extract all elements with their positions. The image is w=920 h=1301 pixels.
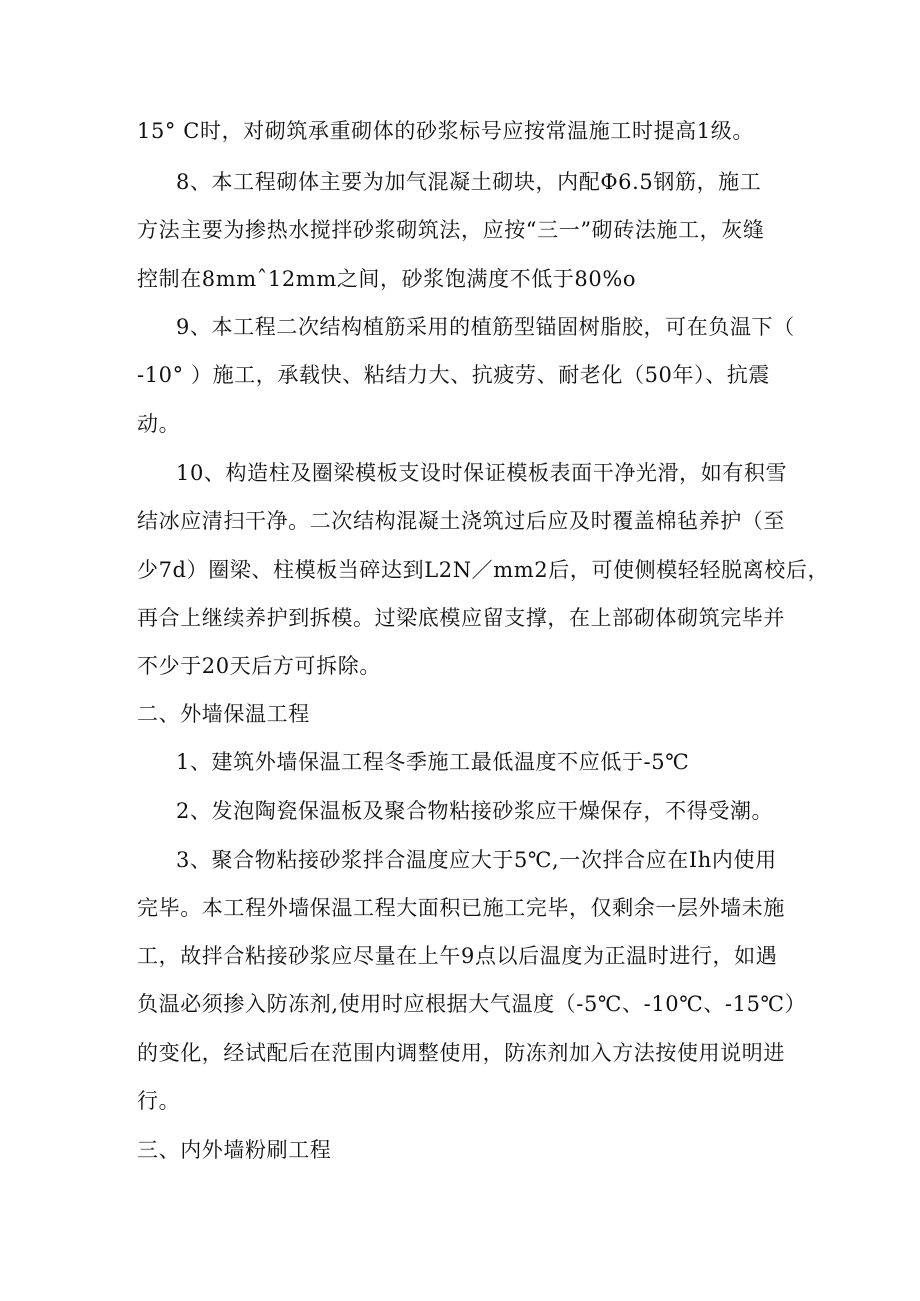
paragraph-line: 工，故拌合粘接砂浆应尽量在上午9点以后温度为正温时进行，如遇: [137, 944, 778, 968]
section-heading: 三、内外墙粉刷工程: [137, 1138, 332, 1162]
paragraph-line: 完毕。本工程外墙保温工程大面积已施工完毕，仅剩余一层外墙未施: [137, 896, 785, 920]
paragraph-line: 不少于20天后方可拆除。: [137, 654, 381, 678]
paragraph-line: 的变化，经试配后在范围内调整使用，防冻剂加入方法按使用说明进: [137, 1041, 785, 1065]
paragraph-line: 1、建筑外墙保温工程冬季施工最低温度不应低于-5℃: [176, 750, 690, 774]
paragraph-line: 9、本工程二次结构植筋采用的植筋型锚固树脂胶，可在负温下（: [176, 315, 795, 339]
paragraph-line: 8、本工程砌体主要为加气混凝土砌块，内配Φ6.5钢筋，施工: [176, 170, 762, 194]
paragraph-line: 方法主要为掺热水搅拌砂浆砌筑法，应按“三一”砌砖法施工，灰缝: [137, 218, 765, 242]
paragraph-line: 负温必须掺入防冻剂,使用时应根据大气温度（-5℃、-10℃、-15℃）: [137, 992, 807, 1016]
section-heading: 二、外墙保温工程: [137, 702, 310, 726]
paragraph-line: 结冰应清扫干净。二次结构混凝土浇筑过后应及时覆盖棉毡养护（至: [137, 509, 785, 533]
paragraph-line: -10° ）施工，承载快、粘结力大、抗疲劳、耐老化（50年）、抗震: [137, 363, 771, 387]
paragraph-line: 2、发泡陶瓷保温板及聚合物粘接砂浆应干燥保存，不得受潮。: [176, 799, 774, 823]
paragraph-line: 控制在8mmˆ12mm之间，砂浆饱满度不低于80%o: [137, 267, 637, 291]
paragraph-line: 再合上继续养护到拆模。过梁底模应留支撑，在上部砌体砌筑完毕并: [137, 606, 785, 630]
paragraph-line: 少7d）圈梁、柱模板当碎达到L2N／mm2后，可使侧模轻轻脱离校后，: [137, 558, 830, 582]
paragraph-line: 15° C时，对砌筑承重砌体的砂浆标号应按常温施工时提高1级。: [137, 119, 754, 143]
paragraph-line: 行。: [137, 1089, 181, 1113]
paragraph-line: 3、聚合物粘接砂浆拌合温度应大于5℃,一次拌合应在Ih内使用: [176, 848, 777, 872]
paragraph-line: 10、构造柱及圈梁模板支设时保证模板表面干净光滑，如有积雪: [176, 461, 788, 485]
paragraph-line: 动。: [137, 412, 181, 436]
